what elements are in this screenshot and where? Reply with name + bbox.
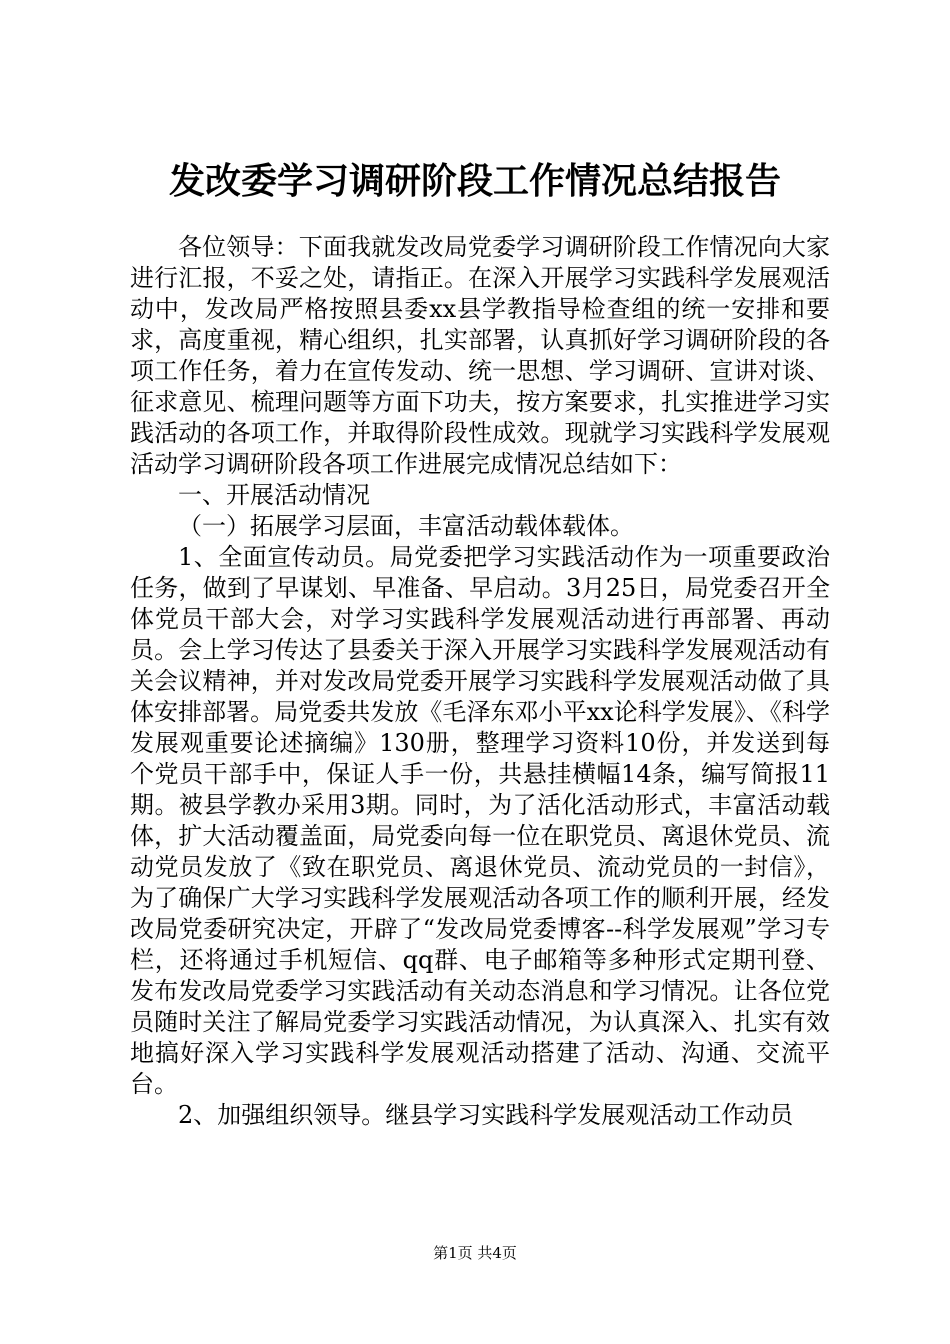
document-body — [130, 232, 830, 1131]
document-title: 发改委学习调研阶段工作情况总结报告 — [168, 160, 781, 202]
page-footer: 第1页 共4页 — [433, 1244, 517, 1262]
paragraph-item-1: 1、全面宣传动员。局党委把学习实践活动作为一项重要政治任务，做到了早谋划、早准备、早启动。3月25日，局党委召开全体党员干部大会，对学习实践科学发展观活动进行再部署、再动员。会上学习传达了县委关于深入开展学习实践科学发展观活动有关会议精神，并对发改局党委开展学习实践科学发展观活动做了具体安排部署。局党委共发放《毛泽东邓小平xx论科学发展》、《科学发展观重要论述摘编》130册，整理学习资料10份，并发送到每个党员干部手中，保证人手一份，共悬挂横幅14条，编写简报11期。被县学教办采用3期。同时，为了活化活动形式，丰富活动载体，扩大活动覆盖面，局党委向每一位在职党员、离退休党员、流动党员发放了《致在职党员、离退休党员、流动党员的一封信》，为了确保广大学习实践科学发展观活动各项工作的顺利开展，经发改局党委研究决定，开辟了“发改局党委博客--科学发展观”学习专栏，还将通过手机短信、qq群、电子邮箱等多种形式定期刊登、发布发改局党委学习实践活动有关动态消息和学习情况。让各位党员随时关注了解局党委学习实践活动情况，为认真深入、扎实有效地搞好深入学习实践科学发展观活动搭建了活动、沟通、交流平台。 — [130, 543, 830, 1098]
section-heading-1: 一、开展活动情况 — [178, 481, 370, 509]
paragraph-item-2: 2、加强组织领导。继县学习实践科学发展观活动工作动员 — [178, 1101, 794, 1129]
subsection-heading-1: （一）拓展学习层面，丰富活动载体载体。 — [178, 512, 634, 540]
paragraph-intro: 各位领导：下面我就发改局党委学习调研阶段工作情况向大家进行汇报，不妥之处，请指正。在深入开展学习实践科学发展观活动中，发改局严格按照县委xx县学教指导检查组的统一安排和要求，高度重视，精心组织，扎实部署，认真抓好学习调研阶段的各项工作任务，着力在宣传发动、统一思想、学习调研、宣讲对谈、征求意见、梳理问题等方面下功夫，按方案要求，扎实推进学习实践活动的各项工作，并取得阶段性成效。现就学习实践科学发展观活动学习调研阶段各项工作进展完成情况总结如下： — [130, 233, 830, 478]
